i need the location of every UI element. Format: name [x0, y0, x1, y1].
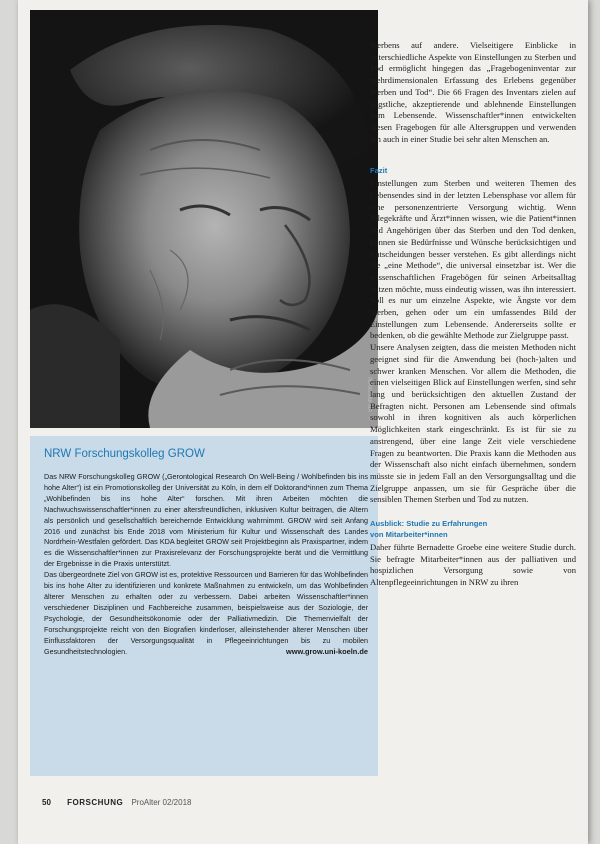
- page-footer: [42, 798, 191, 807]
- info-box-body: [44, 472, 368, 657]
- info-box-title: NRW Forschungskolleg GROW: [44, 448, 205, 460]
- section-label: FORSCHUNG: [67, 798, 124, 807]
- info-box-paragraph: Das NRW Forschungskolleg GROW („Gerontological Research On Well-Being / Wohlbefinden bis ins hohe Alter“) ist ein Promotionskolleg der Universität zu Köln, in dem elf Doktorand*innen zum Thema „Wohlbefinden bis ins hohe Alter“ forschen. Mit ihren Arbeiten möchten die Nachwuchswissenschaftler*innen zu einer altersfreundlichen, inklusiven Kultur beitragen, die Altern als persönlich und gesellschaftlich bereichernde Entwicklung wahrnimmt. GROW wird seit Anfang 2016 und zunächst bis Ende 2018 vom Ministerium für Kultur und Wissenschaft des Landes Nordrhein-Westfalen gefördert. Das KDA begleitet GROW seit Projektbeginn als Praxispartner, indem es die Wissenschaftler*innen zur Praxisrelevanz der Forschungsprojekte berät und die Vermittlung der Ergebnisse in die Praxis unterstützt.: [44, 472, 368, 569]
- portrait-illustration: [30, 10, 378, 428]
- info-box: [30, 436, 378, 776]
- page-number: 50: [42, 798, 51, 807]
- section-heading: von Mitarbeiter*innen: [370, 530, 448, 540]
- article-paragraph: Sterbens auf andere. Vielseitigere Einblicke in unterschiedliche Aspekte von Einstellungen zu Sterben und Tod ermöglicht hingegen das „Fragebogeninventar zur mehrdimensionalen Erfassung des Erlebens gegenüber Sterben und Tod“. Die 66 Fragen des Inventars zielen auf ängstliche, akzeptierende und ablehnende Einstellungen zum Lebensende. Wissenschaftler*innen entwickelten diesen Fragebogen für alle Altersgruppen und verwenden ihn auch in einer Studie bei sehr alten Menschen an.: [370, 40, 576, 144]
- section-heading: Ausblick: Studie zu Erfahrungen: [370, 519, 488, 529]
- article-paragraph: Einstellungen zum Sterben und weiteren Themen des Lebensendes sind in der letzten Lebensphase vor allem für eine personenzentrierte Versorgung wichtig. Wenn Pflegekräfte und Ärzt*innen wissen, wie die Patient*innen und Angehörigen über das Sterben und den Tod denken, können sie Bedürfnisse und Wünsche berücksichtigen und Entscheidungen besser verstehen. Es gibt allerdings nicht die „eine Methode“, die universal einsetzbar ist. Wer die wissenschaftlichen Fragebögen für seinen Arbeitsalltag nutzen möchte, muss eindeutig wissen, was ihn interessiert. Soll es nur um einzelne Aspekte, wie Ängste vor dem Sterben, gehen oder um ein umfassendes Bild der Einstellungen zum Lebensende. Andererseits sollte er bedenken, ob die gewählte Methode zur Zielgruppe passt.: [370, 178, 576, 341]
- portrait-photo: [30, 10, 378, 428]
- photo-credit: © Shutterstock/: [368, 377, 374, 420]
- article-paragraph: Daher führte Bernadette Groebe eine weitere Studie durch. Sie befragte Mitarbeiter*innen aus der palliativen und hospizlichen Versorgung sowie von Altenpflegeeinrichtungen in NRW zu ihren: [370, 542, 576, 588]
- website-link[interactable]: www.grow.uni-koeln.de: [286, 647, 368, 657]
- magazine-page: [18, 0, 588, 844]
- issue-label: ProAlter 02/2018: [131, 798, 192, 807]
- article-paragraph: Unsere Analysen zeigten, dass die meisten Methoden nicht geeignet sind für die Anwendung bei (hoch-)alten und schwer kranken Menschen. Vor allem die Methoden, die einen vielseitigen Blick auf Einstellungen werfen, sind sehr lang und berücksichtigen den aktuellen Zustand der Befragten nicht. Personen am Lebensende sind oftmals sowohl in ihren kognitiven als auch körperlichen Möglichkeiten stark eingeschränkt. Es ist für sie zu anstrengend, über eine lange Zeit viele verschiedene Fragen zu beantworten. Die Praxis kann die Methoden aus der Wissenschaft also nicht einfach übernehmen, sondern müsste sie in jedem Fall an den Versorgungsalltag und die Zielgruppe anpassen, um sie für Gespräche über die sensiblen Themen Sterben und Tod zu nutzen.: [370, 342, 576, 505]
- info-box-paragraph: Das übergeordnete Ziel von GROW ist es, protektive Ressourcen und Barrieren für das Wohlbefinden bis ins hohe Alter zu identifizieren und konkrete Maßnahmen zu entwickeln, um das Wohlbefinden älterer Menschen zu erhalten oder zu verbessern. Dabei arbeiten Wissenschaftler*innen verschiedener Disziplinen und Fachbereiche zusammen, beispielsweise aus der Soziologie, der Psychologie, der Gesundheitsökonomie oder der Palliativmedizin. Die Themenvielfalt der Forschungsprojekte reicht von den Biografien kinderloser, alleinstehender älterer Menschen über Einflussfaktoren der Versorgungsqualität in Pflegeeinrichtungen bis zu mobilen Gesundheitstechnologien.: [44, 570, 368, 656]
- section-heading: Fazit: [370, 166, 388, 176]
- article-column: [370, 40, 576, 589]
